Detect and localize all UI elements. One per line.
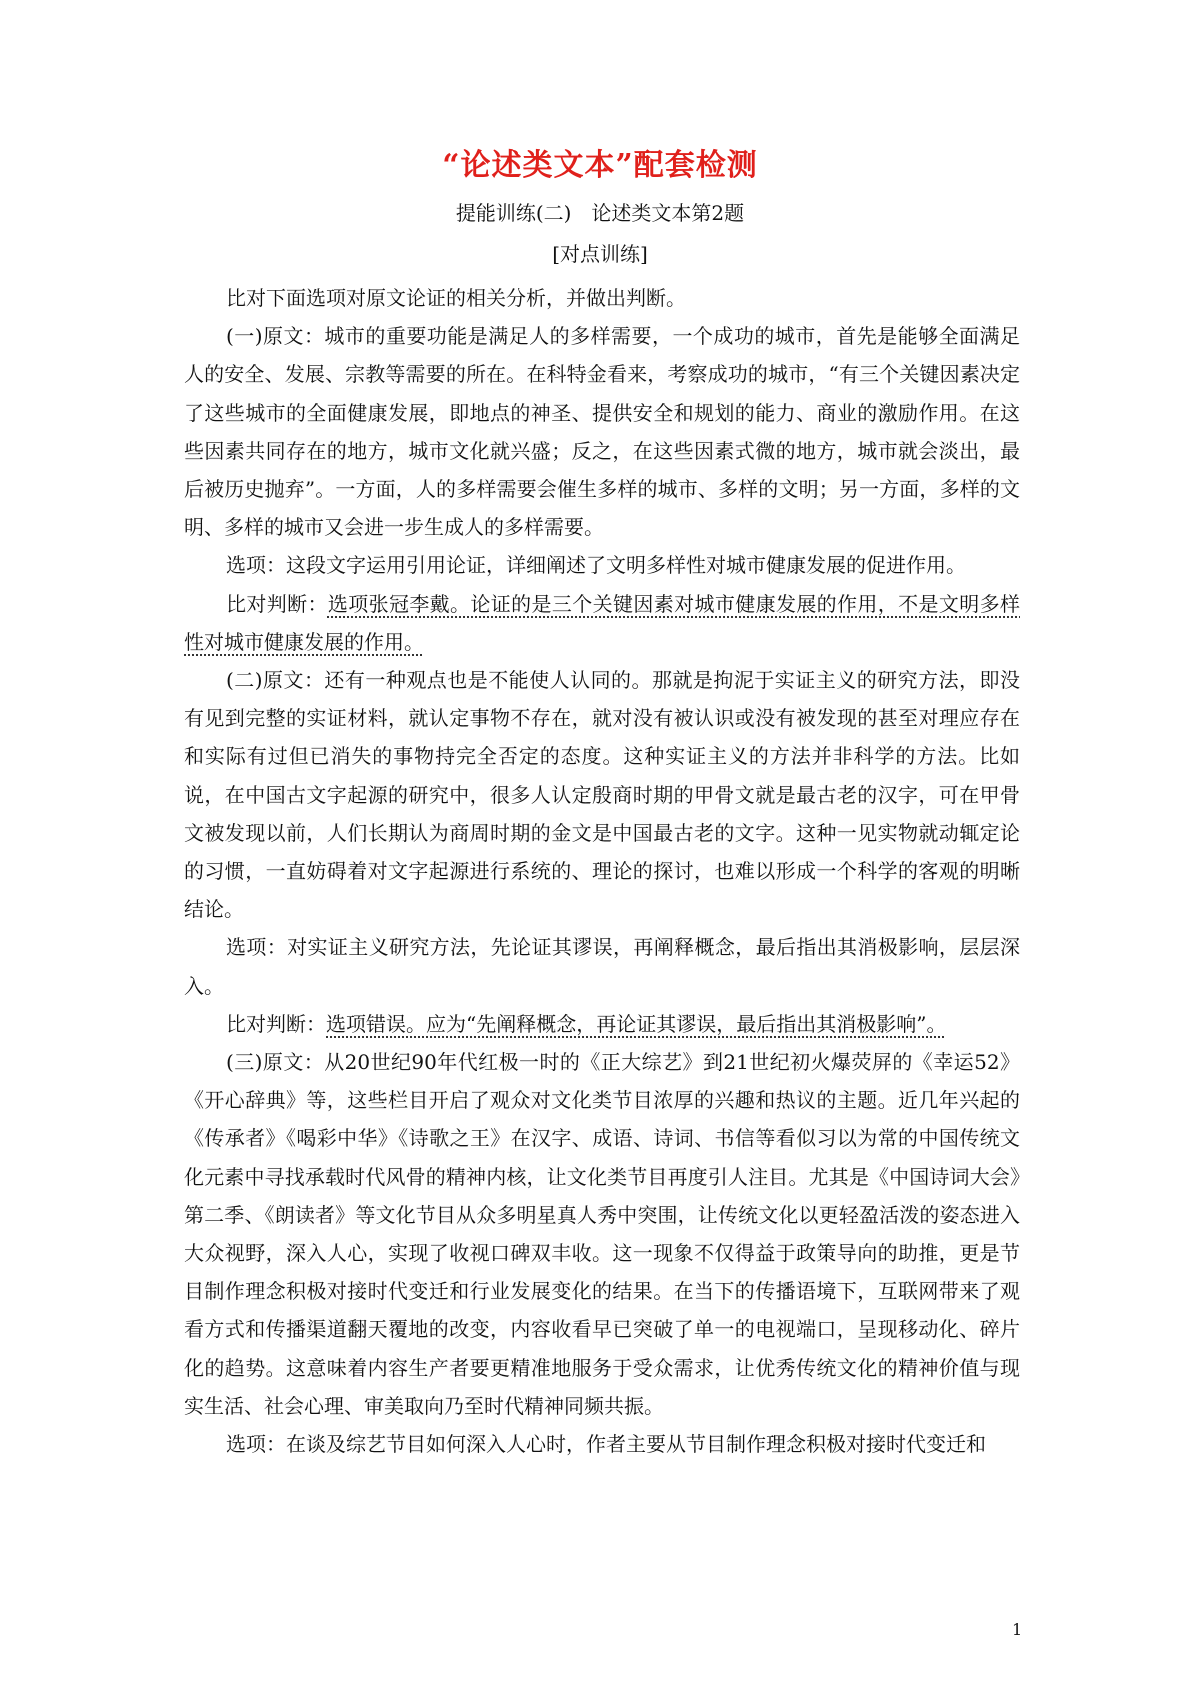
judge-text: 选项张冠李戴。论证的是三个关键因素对城市健康发展的作用，不是文明多样性对城市健康发展的作用。 [184, 591, 1021, 654]
item-2-option: 选项：对实证主义研究方法，先论证其谬误，再阐释概念，最后指出其消极影响，层层深入。 [184, 935, 1020, 998]
item-1-option: 选项：这段文字运用引用论证，详细阐述了文明多样性对城市健康发展的促进作用。 [226, 553, 966, 578]
item-2-original: (二)原文：还有一种观点也是不能使人认同的。那就是拘泥于实证主义的研究方法，即没有见到完整的实证材料，就认定事物不存在，就对没有被认识或没有被发现的甚至对理应存在和实际有过但已消失的事物持完全否定的态度。这种实证主义的方法并非科学的方法。比如说，在中国古文字起源的研究中，很多人认定殷商时期的甲骨文就是最古老的汉字，可在甲骨文被发现以前，人们长期认为商周时期的金文是中国最古老的文字。这种一见实物就动辄定论的习惯，一直妨碍着对文字起源进行系统的、理论的探讨，也难以形成一个科学的客观的明晰结论。 [184, 668, 1020, 922]
judge-text: 选项错误。应为“先阐释概念，再论证其谬误，最后指出其消极影响”。 [326, 1011, 947, 1036]
item-1-judgement [184, 585, 1020, 661]
page-title: “论述类文本”配套检测 [442, 148, 758, 183]
judge-label: 比对判断： [226, 591, 328, 616]
page-subtitle: 提能训练(二) 论述类文本第2题 [455, 201, 745, 225]
item-3-original: (三)原文：从20世纪90年代红极一时的《正大综艺》到21世纪初火爆荧屏的《幸运52》《开心辞典》等，这些栏目开启了观众对文化类节目浓厚的兴趣和热议的主题。近几年兴起的《传承者》《喝彩中华》《诗歌之王》在汉字、成语、诗词、书信等看似习以为常的中国传统文化元素中寻找承载时代风骨的精神内核，让文化类节目再度引人注目。尤其是《中国诗词大会》第二季、《朗读者》等文化节目从众多明星真人秀中突围，让传统文化以更轻盈活泼的姿态进入大众视野，深入人心，实现了收视口碑双丰收。这一现象不仅得益于政策导向的助推，更是节目制作理念积极对接时代变迁和行业发展变化的结果。在当下的传播语境下，互联网带来了观看方式和传播渠道翻天覆地的改变，内容收看早已突破了单一的电视端口，呈现移动化、碎片化的趋势。这意味着内容生产者要更精准地服务于受众需求，让优秀传统文化的精神价值与现实生活、社会心理、审美取向乃至时代精神同频共振。 [184, 1050, 1020, 1418]
document-body [184, 279, 1020, 1463]
section-label: [对点训练] [552, 242, 648, 266]
item-2-judgement [184, 1005, 1020, 1043]
judge-label: 比对判断： [226, 1011, 326, 1036]
item-1-original: (一)原文：城市的重要功能是满足人的多样需要，一个成功的城市，首先是能够全面满足人的安全、发展、宗教等需要的所在。在科特金看来，考察成功的城市，“有三个关键因素决定了这些城市的全面健康发展，即地点的神圣、提供安全和规划的能力、商业的激励作用。在这些因素共同存在的地方，城市文化就兴盛；反之，在这些因素式微的地方，城市就会淡出，最后被历史抛弃”。一方面，人的多样需要会催生多样的城市、多样的文明；另一方面，多样的文明、多样的城市又会进一步生成人的多样需要。 [184, 324, 1020, 540]
page-number: 1 [1012, 1620, 1023, 1639]
instruction-paragraph: 比对下面选项对原文论证的相关分析，并做出判断。 [226, 286, 686, 310]
item-3-option: 选项：在谈及综艺节目如何深入人心时，作者主要从节目制作理念积极对接时代变迁和 [226, 1432, 986, 1457]
